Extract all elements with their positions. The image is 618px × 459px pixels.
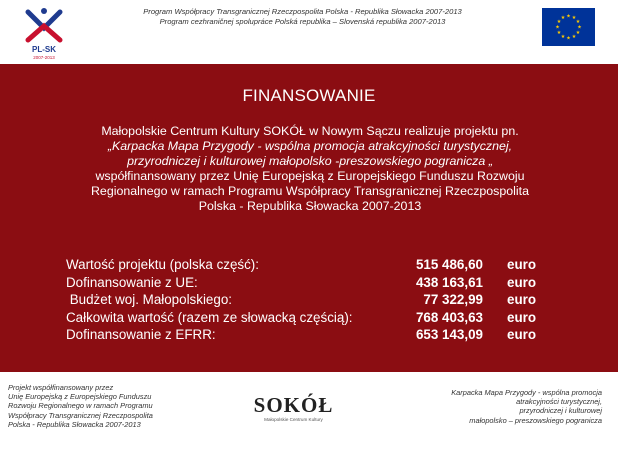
footer-right-line: Karpacka Mapa Przygody - wspólna promocja bbox=[451, 388, 602, 397]
row-unit: euro bbox=[507, 309, 537, 325]
footer-right-line: atrakcyjności turystycznej, bbox=[516, 397, 602, 407]
row-label: Dofinansowanie z EFRR: bbox=[66, 327, 216, 343]
pl-sk-logo-years: 2007-2013 bbox=[33, 55, 55, 60]
financing-panel bbox=[0, 64, 618, 372]
row-unit: euro bbox=[507, 274, 537, 290]
intro-line: Regionalnego w ramach Programu Współpracy Transgranicznej Rzeczpospolita bbox=[90, 184, 529, 198]
panel-title: FINANSOWANIE bbox=[242, 86, 376, 105]
table-row bbox=[66, 257, 576, 275]
eu-star-icon: ★ bbox=[566, 35, 571, 42]
program-line-sk: Program cezhraničnej spolupráce Polská republika – Slovenská republika 2007-2013 bbox=[159, 17, 446, 26]
footer-left-line: Projekt współfinansowany przez bbox=[8, 383, 114, 392]
eu-star-icon: ★ bbox=[571, 15, 577, 22]
sokol-logo-word: SOKÓŁ bbox=[253, 393, 334, 417]
eu-star-icon: ★ bbox=[560, 34, 566, 41]
eu-star-icon: ★ bbox=[556, 19, 562, 26]
footer-project-text bbox=[372, 388, 602, 425]
eu-star-icon: ★ bbox=[556, 30, 562, 37]
table-row bbox=[66, 310, 576, 328]
row-value: 768 403,63 bbox=[415, 309, 483, 325]
row-label: Budżet woj. Małopolskiego: bbox=[66, 292, 232, 308]
eu-star-icon: ★ bbox=[577, 24, 582, 31]
program-line-pl: Program Współpracy Transgranicznej Rzeczpospolita Polska - Republika Słowacka 2007-2013 bbox=[143, 7, 462, 16]
footer-cofinancing-text bbox=[8, 383, 208, 429]
project-intro bbox=[30, 124, 590, 214]
pl-sk-logo-text: PL-SK bbox=[32, 45, 56, 54]
row-label: Dofinansowanie z UE: bbox=[66, 274, 198, 290]
table-row bbox=[66, 292, 576, 310]
sokol-logo bbox=[246, 394, 341, 434]
intro-line: współfinansowany przez Unię Europejską z Europejskiego Funduszu Rozwoju bbox=[95, 169, 525, 183]
footer-left-line: Unię Europejską z Europejskiego Funduszu bbox=[8, 392, 152, 402]
eu-star-icon: ★ bbox=[560, 15, 566, 22]
eu-flag-icon bbox=[542, 8, 595, 46]
eu-star-icon: ★ bbox=[566, 13, 571, 20]
pl-sk-program-logo bbox=[22, 6, 66, 62]
eu-star-icon: ★ bbox=[575, 19, 581, 26]
sokol-logo-subtitle: Małopolskie Centrum Kultury bbox=[264, 417, 323, 422]
footer-right-line: małopolsko – preszowskiego pogranicza bbox=[469, 415, 602, 425]
footer-left-line: Polska - Republika Słowacka 2007-2013 bbox=[8, 419, 141, 429]
row-unit: euro bbox=[507, 257, 537, 272]
row-value: 515 486,60 bbox=[415, 257, 483, 272]
table-row bbox=[66, 327, 576, 345]
row-value: 438 163,61 bbox=[415, 274, 483, 290]
row-label: Całkowita wartość (razem ze słowacką częścią): bbox=[66, 309, 353, 325]
eu-star-icon: ★ bbox=[571, 34, 577, 41]
row-unit: euro bbox=[507, 292, 537, 308]
eu-star-icon: ★ bbox=[575, 30, 581, 37]
footer-right-line: przyrodniczej i kulturowej bbox=[519, 406, 602, 416]
row-value: 653 143,09 bbox=[415, 327, 483, 343]
intro-line: Polska - Republika Słowacka 2007-2013 bbox=[198, 199, 422, 213]
intro-line: przyrodniczej i kulturowej małopolsko -preszowskiego pogranicza „ bbox=[127, 154, 493, 168]
eu-star-icon: ★ bbox=[555, 24, 560, 31]
footer-left-line: Współpracy Transgranicznej Rzeczpospolita bbox=[8, 410, 153, 420]
footer-left-line: Rozwoju Regionalnego w ramach Programu bbox=[8, 401, 153, 411]
row-label: Wartość projektu (polska część): bbox=[66, 257, 259, 272]
row-value: 77 322,99 bbox=[423, 292, 483, 308]
program-header-text bbox=[80, 7, 525, 27]
financing-table bbox=[66, 257, 576, 345]
header bbox=[0, 0, 618, 62]
table-row bbox=[66, 275, 576, 293]
intro-line: Małopolskie Centrum Kultury SOKÓŁ w Nowym Sączu realizuje projektu pn. bbox=[101, 124, 519, 138]
row-unit: euro bbox=[507, 327, 537, 343]
intro-line: „Karpacka Mapa Przygody - wspólna promocja atrakcyjności turystycznej, bbox=[107, 139, 513, 153]
